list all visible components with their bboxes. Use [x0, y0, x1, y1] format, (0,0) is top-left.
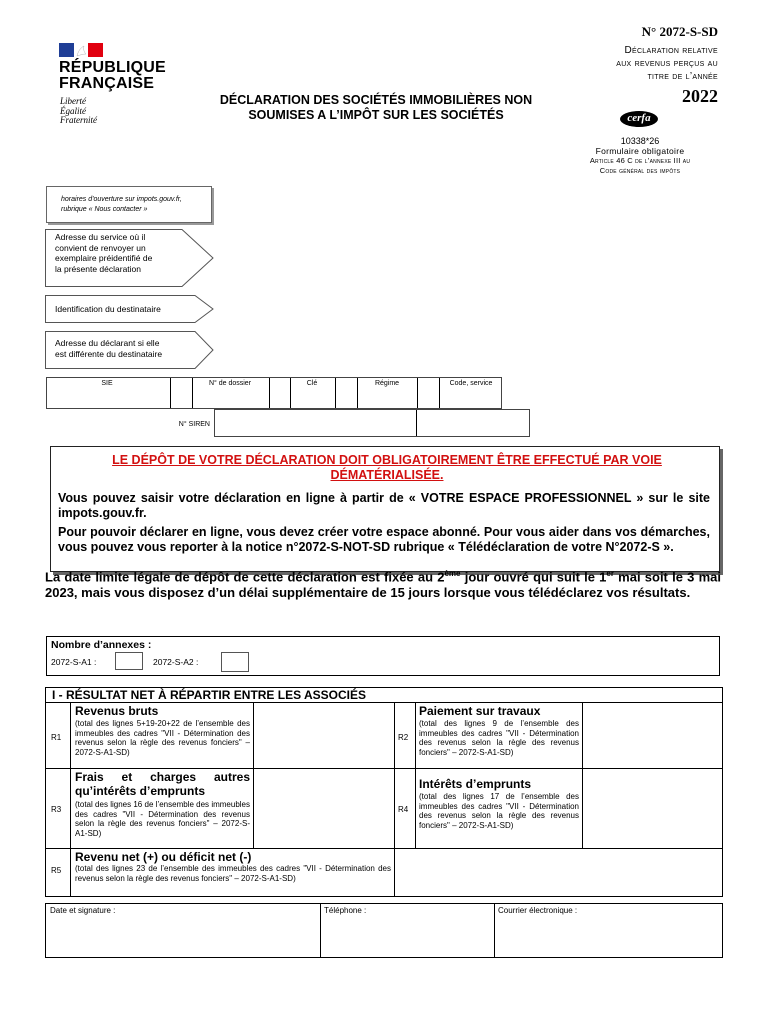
notice-paragraph-2: Pour pouvoir déclarer en ligne, vous devez créer votre espace abonné. Pour vous aider dans vos démarches, vous pouvez vous reporter à la notice n°2072-S-NOT-SD rubrique « Télédéclaration de votre N°2072-S ».: [58, 525, 710, 554]
sie-grid: [46, 377, 502, 409]
destinataire-label: Identification du destinataire: [55, 304, 161, 314]
r5-title: Revenu net (+) ou déficit net (-): [75, 850, 252, 864]
r5-code: R5: [51, 866, 62, 875]
r2-code: R2: [398, 733, 409, 742]
declaration-relative: Déclaration relative aux revenus perçus au titre de l’année: [616, 45, 718, 82]
form-number: N° 2072-S-SD: [641, 24, 718, 39]
date-signature-label: Date et signature :: [50, 906, 116, 915]
r1-title: Revenus bruts: [75, 704, 159, 718]
horaires-box: horaires d'ouverture sur impots.gouv.fr, rubrique « Nous contacter »: [46, 186, 212, 223]
annex-a2-label: 2072-S-A2 :: [153, 657, 199, 667]
article-reference: Article 46 C de l’annexe III au Code général des impôts: [589, 156, 691, 175]
regime-label: Régime: [374, 380, 400, 387]
cle-label: Clé: [306, 380, 318, 387]
phone-field[interactable]: [320, 916, 493, 957]
notice-warning: LE DÉPÔT DE VOTRE DÉCLARATION DOIT OBLIGATOIREMENT ÊTRE EFFECTUÉ PAR VOIE DÉMATÉRIALISÉE.: [112, 453, 662, 482]
cerfa-logo-icon: cerfa: [619, 110, 659, 128]
r1-desc: (total des lignes 5+19-20+22 de l’ensemble des immeubles des cadres "VII - Détermination des revenus selon la règle des revenus fonciers" – 2072-S-A1-SD): [75, 719, 250, 757]
r2-title: Paiement sur travaux: [419, 704, 541, 718]
deadline-text: La date limite légale de dépôt de cette déclaration est fixée au 2ème jour ouvré qui suit le 1er mai soit le 3 mai 2023, mais vous disposez d’un délai supplémentaire de 15 jours lorsque vous télédéclarez vos résultats.: [45, 569, 721, 601]
r4-code: R4: [398, 805, 409, 814]
r4-desc: (total des lignes 17 de l’ensemble des immeubles des cadres "VII - Détermination des revenus selon la règle des revenus fonciers" – 2072-S-A1-SD): [419, 792, 579, 830]
dossier-label: N° de dossier: [208, 380, 252, 387]
r1-value-field[interactable]: [254, 703, 394, 768]
r3-code: R3: [51, 805, 62, 814]
service-address-label: Adresse du service où il convient de renvoyer un exemplaire préidentifié de la présente déclaration: [55, 232, 153, 274]
code-service-label: Code, service: [449, 380, 493, 387]
siren-label: N° SIREN: [178, 421, 210, 428]
r3-value-field[interactable]: [254, 769, 394, 848]
document-title: DÉCLARATION DES SOCIÉTÉS IMMOBILIÈRES NON SOUMISES A L’IMPÔT SUR LES SOCIÉTÉS: [219, 93, 533, 122]
r2-desc: (total des lignes 9 de l’ensemble des immeubles des cadres "VII - Détermination des revenus selon la règle des revenus fonciers" – 2072-S-A1-SD): [419, 719, 579, 757]
sie-label: SIE: [101, 380, 113, 387]
r1-code: R1: [51, 733, 62, 742]
declarant-label: Adresse du déclarant si elle est différente du destinataire: [55, 338, 163, 359]
republique-logo-text: RÉPUBLIQUE FRANÇAISE: [59, 59, 166, 92]
motto: Liberté Égalité Fraternité: [60, 96, 97, 125]
annexes-title: Nombre d’annexes :: [51, 639, 152, 651]
email-field[interactable]: [494, 916, 722, 957]
phone-label: Téléphone :: [324, 906, 367, 915]
declaration-year: 2022: [682, 86, 718, 106]
r2-value-field[interactable]: [583, 703, 723, 768]
annex-a1-input[interactable]: [115, 652, 143, 670]
siren-field[interactable]: [214, 409, 530, 437]
r5-value-field[interactable]: [395, 849, 723, 897]
annex-a2-input[interactable]: [221, 652, 249, 672]
annexes-box: [46, 636, 720, 676]
date-signature-field[interactable]: [46, 916, 319, 957]
form-obligatoire: Formulaire obligatoire: [595, 146, 685, 156]
r5-desc: (total des lignes 23 de l’ensemble des immeubles des cadres "VII - Détermination des revenus selon la règle des revenus fonciers" – 2072-S-A1-SD): [75, 864, 391, 883]
annex-a1-label: 2072-S-A1 :: [51, 657, 97, 667]
r4-title: Intérêts d’emprunts: [419, 777, 532, 791]
r3-desc: (total des lignes 16 de l’ensemble des immeubles des cadres "VII - Détermination des revenus selon la règle des revenus fonciers" – 2072-S-A1-SD): [75, 800, 250, 838]
notice-paragraph-1: Vous pouvez saisir votre déclaration en ligne à partir de « VOTRE ESPACE PROFESSIONNEL » sur le site impots.gouv.fr.: [58, 491, 710, 520]
cerfa-number: 10338*26: [620, 136, 660, 146]
r4-value-field[interactable]: [583, 769, 723, 848]
r3-title: Frais et charges autres qu’intérêts d’emprunts: [75, 770, 250, 798]
marianne-flag-icon: [59, 43, 103, 57]
email-label: Courrier électronique :: [498, 906, 578, 915]
section1-title: I - RÉSULTAT NET À RÉPARTIR ENTRE LES ASSOCIÉS: [52, 688, 367, 702]
